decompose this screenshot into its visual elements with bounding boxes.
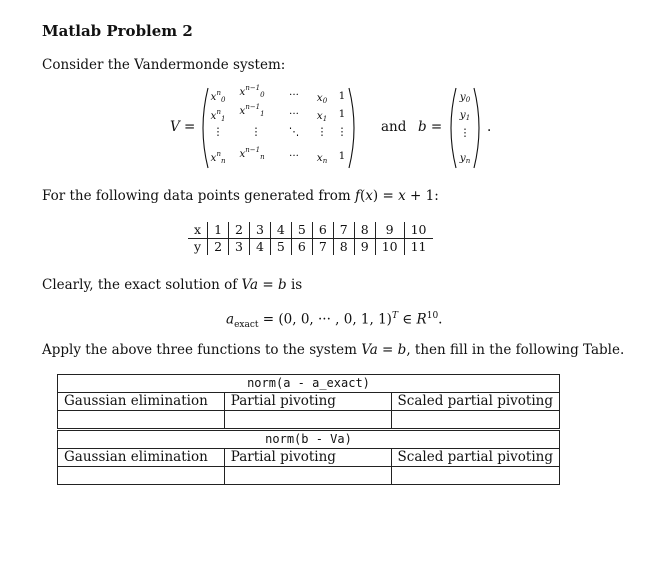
- data-intro: For the following data points generated from f(x) = x + 1:: [42, 188, 439, 204]
- answer-cell[interactable]: [58, 411, 225, 429]
- answer-cell[interactable]: [58, 467, 225, 485]
- x-value: 9: [375, 222, 404, 239]
- apply-text: Apply the above three functions to the system Va = b, then fill in the following Table.: [42, 342, 625, 358]
- matrix-cell: $x^n_0$: [210, 89, 226, 104]
- x-value: 7: [333, 222, 354, 239]
- x-value: 5: [291, 222, 312, 239]
- vector-entry: $y_n$: [459, 152, 471, 165]
- matrix-cell: 1: [338, 108, 346, 120]
- matrix-cell: 1: [338, 90, 346, 102]
- x-value: 6: [312, 222, 333, 239]
- x-value: 2: [229, 222, 250, 239]
- x-value: 4: [270, 222, 291, 239]
- col-partial: Partial pivoting: [224, 393, 391, 411]
- data-points-table: [188, 222, 433, 255]
- y-value: 3: [229, 239, 250, 256]
- matrix-cell: ⋮: [212, 126, 224, 138]
- x-value: 8: [354, 222, 375, 239]
- x-value: 1: [208, 222, 229, 239]
- intro-text: Consider the Vandermonde system:: [42, 57, 286, 73]
- col-partial: Partial pivoting: [224, 449, 391, 467]
- answer-cell[interactable]: [391, 411, 559, 429]
- vector-entry: $y_0$: [459, 91, 471, 104]
- y-label: y: [194, 239, 202, 254]
- matrix-cell: ⋮: [250, 126, 262, 138]
- vector-entry: ⋮: [459, 127, 471, 139]
- y-value: 4: [249, 239, 270, 256]
- matrix-cell: $x^n_1$: [210, 108, 226, 123]
- col-scaled: Scaled partial pivoting: [391, 393, 559, 411]
- matrix-cell: $x^n_n$: [210, 150, 226, 165]
- y-value: 10: [375, 239, 404, 256]
- matrix-cell: ⋮: [316, 126, 328, 138]
- and-text: and: [381, 119, 407, 135]
- matrix-cell: 1: [338, 150, 346, 162]
- y-value: 7: [312, 239, 333, 256]
- exact-solution: $a_{exact} = (0$, 0, ··· , 0, 1, 1)$^T$ ∈ $R^{10}$.: [226, 311, 443, 331]
- norm-b-header: norm(b - Va): [58, 431, 560, 449]
- x-row: [188, 222, 433, 239]
- y-value: 11: [404, 239, 432, 256]
- y-value: 6: [291, 239, 312, 256]
- answer-cell[interactable]: [224, 467, 391, 485]
- y-value: 9: [354, 239, 375, 256]
- period: .: [487, 119, 492, 135]
- matrix-cell: $x^{n-1}_n$: [239, 146, 265, 161]
- matrix-cell: ⋮: [336, 126, 348, 138]
- matrix-cell: $x_1$: [316, 110, 328, 123]
- answer-cell[interactable]: [391, 467, 559, 485]
- matrix-lhs: V =: [170, 119, 196, 135]
- results-table-a: [57, 374, 560, 429]
- norm-a-header: norm(a - a_exact): [58, 375, 560, 393]
- x-value: 3: [249, 222, 270, 239]
- answer-cell[interactable]: [224, 411, 391, 429]
- matrix-cell: ···: [288, 150, 299, 162]
- y-value: 2: [208, 239, 229, 256]
- results-table-b: [57, 430, 560, 485]
- b-lhs: b =: [418, 119, 443, 135]
- col-gaussian: Gaussian elimination: [58, 393, 225, 411]
- matrix-cell: $x_n$: [316, 152, 328, 165]
- vector-entry: $y_1$: [459, 109, 471, 122]
- y-row: [188, 239, 433, 256]
- y-value: 5: [270, 239, 291, 256]
- matrix-cell: ···: [288, 108, 299, 120]
- y-value: 8: [333, 239, 354, 256]
- problem-title: Matlab Problem 2: [42, 22, 193, 40]
- matrix-cell: ···: [288, 89, 299, 101]
- x-label: x: [188, 222, 208, 239]
- matrix-cell: $x_0$: [316, 92, 328, 105]
- matrix-cell: $x^{n-1}_0$: [239, 84, 265, 99]
- x-value: 10: [404, 222, 432, 239]
- matrix-cell: ⋱: [288, 126, 300, 138]
- col-scaled: Scaled partial pivoting: [391, 449, 559, 467]
- matrix-cell: $x^{n-1}_1$: [239, 103, 265, 118]
- col-gaussian: Gaussian elimination: [58, 449, 225, 467]
- clearly-text: Clearly, the exact solution of Va = b is: [42, 277, 303, 293]
